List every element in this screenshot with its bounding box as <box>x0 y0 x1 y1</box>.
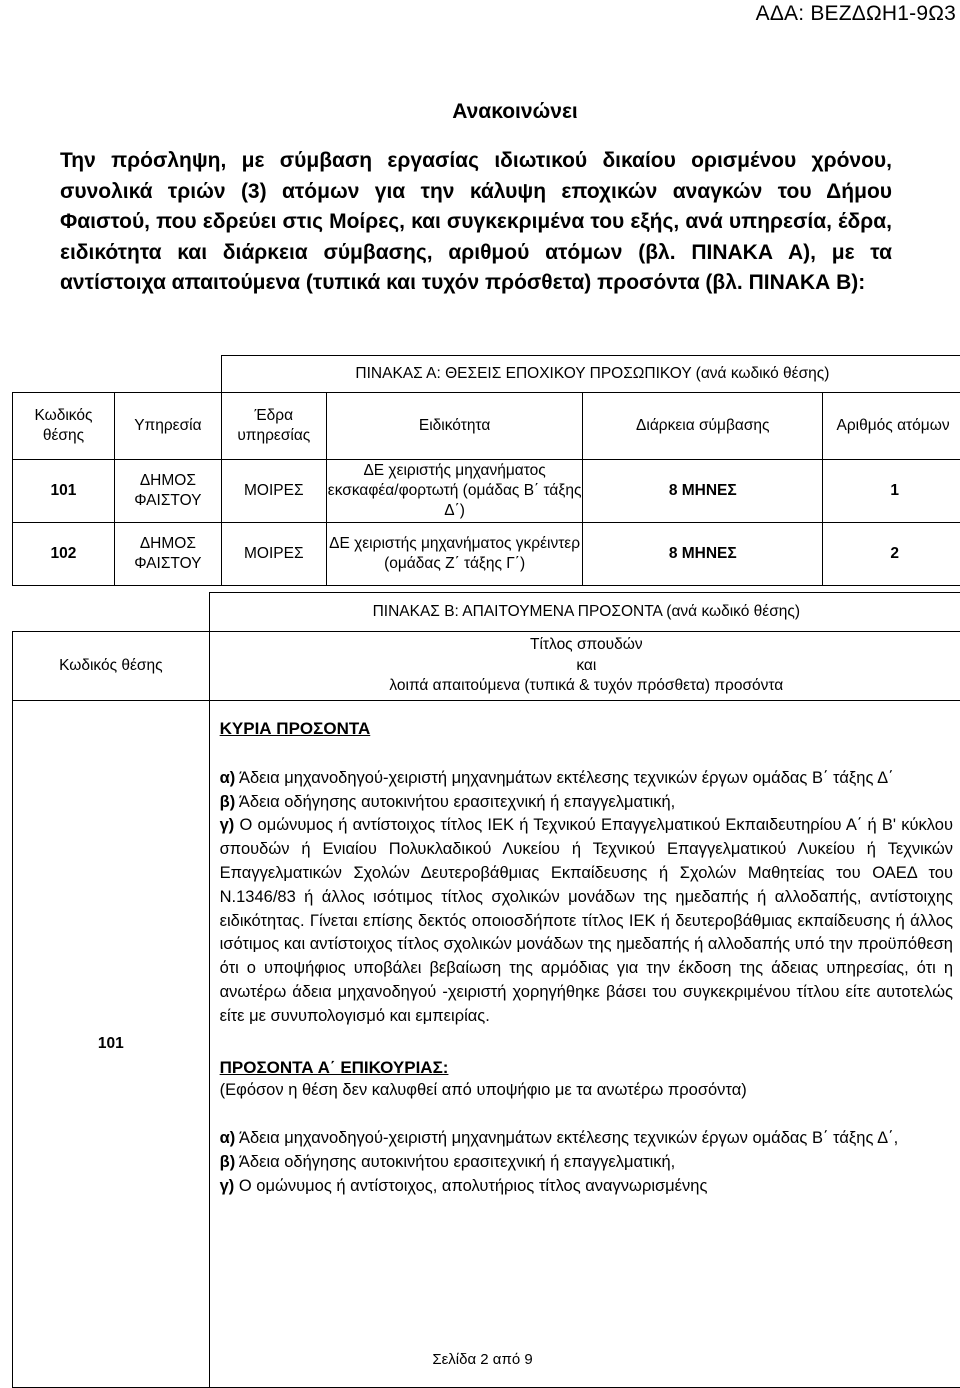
aux-qualification-b: β) Άδεια οδήγησης αυτοκινήτου ερασιτεχνική ή επαγγελματική, <box>220 1151 953 1175</box>
table-b-header-title <box>209 632 960 701</box>
table-b-title: ΠΙΝΑΚΑΣ Β: ΑΠΑΙΤΟΥΜΕΝΑ ΠΡΟΣΟΝΤΑ (ανά κωδικό θέσης) <box>209 593 960 632</box>
table-b <box>12 592 960 1388</box>
table-a-header-seat: Έδρα υπηρεσίας <box>221 393 326 460</box>
page-number: Σελίδα 2 από 9 <box>0 1351 960 1368</box>
row-seat: ΜΟΙΡΕΣ <box>221 460 326 523</box>
main-qualifications-title: ΚΥΡΙΑ ΠΡΟΣΟΝΤΑ <box>220 717 953 741</box>
row-service: ΔΗΜΟΣ ΦΑΙΣΤΟΥ <box>114 523 221 586</box>
row-duration: 8 ΜΗΝΕΣ <box>583 460 823 523</box>
row-service: ΔΗΜΟΣ ΦΑΙΣΤΟΥ <box>114 460 221 523</box>
row-count: 2 <box>823 523 960 586</box>
announce-heading: Ανακοινώνει <box>0 100 960 124</box>
table-row <box>13 460 960 523</box>
table-a-header-service: Υπηρεσία <box>114 393 221 460</box>
row-specialty: ΔΕ χειριστής μηχανήματος γκρέιντερ (ομάδας Ζ΄ τάξης Γ΄) <box>326 523 583 586</box>
aux-qualification-a: α) Άδεια μηχανοδηγού-χειριστή μηχανημάτων εκτέλεσης τεχνικών έργων ομάδας Β΄ τάξης Δ΄, <box>220 1127 953 1151</box>
main-qualification-a: α) Άδεια μηχανοδηγού-χειριστή μηχανημάτων εκτέλεσης τεχνικών έργων ομάδας Β΄ τάξης Δ΄ <box>220 767 953 791</box>
table-row <box>13 523 960 586</box>
qualifications-cell <box>209 701 960 1388</box>
aux-qualification-c: γ) Ο ομώνυμος ή αντίστοιχος, απολυτήριος τίτλος αναγνωρισμένης <box>220 1175 953 1199</box>
main-qualification-c: γ) Ο ομώνυμος ή αντίστοιχος τίτλος ΙΕΚ ή Τεχνικού Επαγγελματικού Εκπαιδευτηρίου Α΄ ή Β' κύκλου σπουδών ή Ενιαίου Πολυκλαδικού Λυκείου ή Τεχνικού Επαγγελματικού Λυκείου ή Τεχνικών Επαγγελματικών Σχολών Δευτεροβάθμιας Εκπαίδευσης ή Σχολών Μαθητείας του ΟΑΕΔ του Ν.1346/83 ή άλλος ισότιμος τίτλος σχολικών μονάδων της ημεδαπής ή αλλοδαπής, αντίστοιχης ειδικότητας. Γίνεται επίσης δεκτός οποιοσδήποτε τίτλος ΙΕΚ ή δευτεροβάθμιας εκπαίδευσης ή άλλος ισότιμος και αντίστοιχος τίτλος σχολικών μονάδων της ημεδαπής ή αλλοδαπής υπό την προϋπόθεση ότι ο υποψήφιος υποβάλει βεβαίωση της αρμόδιας για την έκδοση της άδειας υπηρεσίας, ότι η ανωτέρω άδεια μηχανοδηγού -χειριστή χορηγήθηκε βάσει του συγκεκριμένου τίτλου είτε αυτοτελώς είτε με συνυπολογισμό και εμπειρίας. <box>220 814 953 1028</box>
row-duration: 8 ΜΗΝΕΣ <box>583 523 823 586</box>
row-code: 101 <box>13 701 210 1388</box>
header-title-line-1: Τίτλος σπουδών <box>210 635 960 656</box>
row-specialty: ΔΕ χειριστής μηχανήματος εκσκαφέα/φορτωτή (ομάδας Β΄ τάξης Δ΄) <box>326 460 583 523</box>
header-title-line-2: και <box>210 656 960 677</box>
table-a-header-duration: Διάρκεια σύμβασης <box>583 393 823 460</box>
row-code: 102 <box>13 523 115 586</box>
table-a-title: ΠΙΝΑΚΑΣ Α: ΘΕΣΕΙΣ ΕΠΟΧΙΚΟΥ ΠΡΟΣΩΠΙΚΟΥ (ανά κωδικό θέσης) <box>221 356 960 393</box>
header-title-line-3: λοιπά απαιτούμενα (τυπικά & τυχόν πρόσθετα) προσόντα <box>210 676 960 697</box>
aux-qualifications-title: ΠΡΟΣΟΝΤΑ Α΄ ΕΠΙΚΟΥΡΙΑΣ: <box>220 1056 953 1080</box>
table-a-header-count: Αριθμός ατόμων <box>823 393 960 460</box>
ada-code: ΑΔΑ: ΒΕΖΔΩΗ1-9Ω3 <box>756 2 956 26</box>
table-a-header-specialty: Ειδικότητα <box>326 393 583 460</box>
intro-paragraph: Την πρόσληψη, με σύμβαση εργασίας ιδιωτικού δικαίου ορισμένου χρόνου, συνολικά τριών (3) ατόμων για την κάλυψη εποχικών αναγκών του Δήμου Φαιστού, που εδρεύει στις Μοίρες, και συγκεκριμένα του εξής, ανά υπηρεσία, έδρα, ειδικότητα και διάρκεια σύμβασης, αριθμού ατόμων (βλ. ΠΙΝΑΚΑ Α), με τα αντίστοιχα απαιτούμενα (τυπικά και τυχόν πρόσθετα) προσόντα (βλ. ΠΙΝΑΚΑ Β): <box>60 146 892 299</box>
table-a <box>12 355 960 586</box>
row-code: 101 <box>13 460 115 523</box>
aux-qualifications-note: (Εφόσον η θέση δεν καλυφθεί από υποψήφιο με τα ανωτέρω προσόντα) <box>220 1079 953 1103</box>
row-seat: ΜΟΙΡΕΣ <box>221 523 326 586</box>
table-a-header-code: Κωδικός θέσης <box>13 393 115 460</box>
table-row <box>13 701 960 1388</box>
main-qualification-b: β) Άδεια οδήγησης αυτοκινήτου ερασιτεχνική ή επαγγελματική, <box>220 791 953 815</box>
table-b-header-code: Κωδικός θέσης <box>13 632 210 701</box>
row-count: 1 <box>823 460 960 523</box>
